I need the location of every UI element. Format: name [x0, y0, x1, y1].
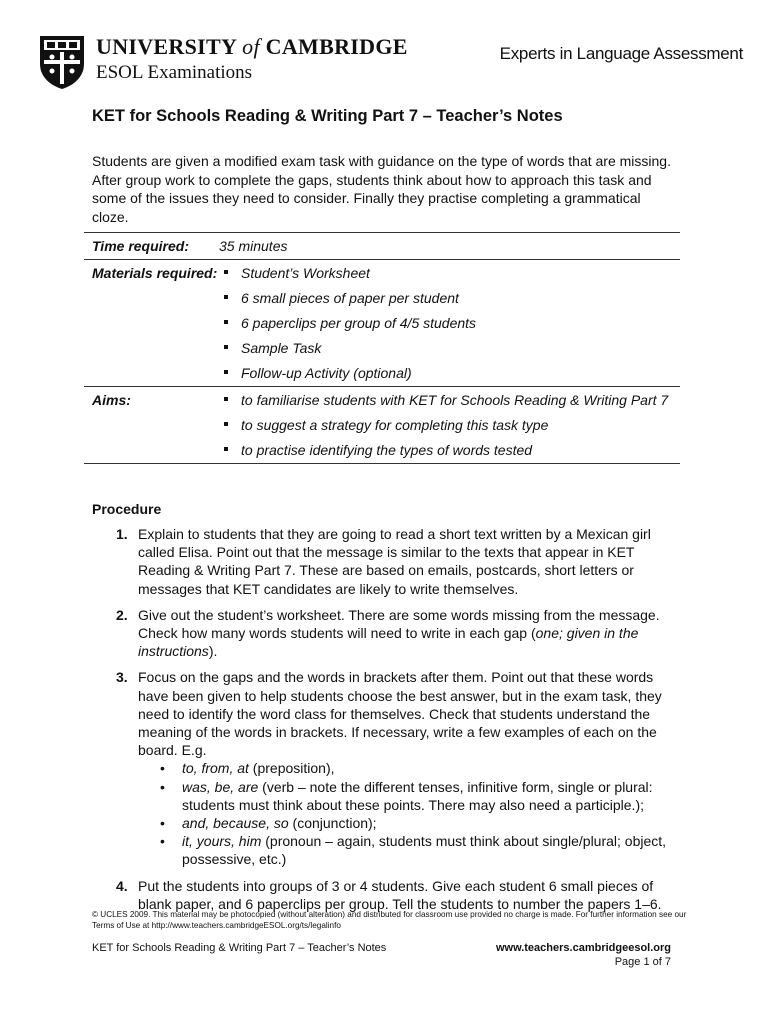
list-item: Sample Task [219, 339, 680, 357]
intro-paragraph: Students are given a modified exam task with guidance on the type of words that are missing. After group work to complete the gaps, students think about how to approach this task and some of the issues they need to consider. Finally they practise completing a grammatical cloze. [92, 153, 671, 225]
example-item: • it, yours, him (pronoun – again, students must think about single/plural; object, possessive, etc.) [138, 832, 682, 868]
info-table [84, 232, 680, 464]
materials-list [219, 264, 680, 382]
aims-row [84, 387, 680, 464]
procedure-step-2: 2. Give out the student’s worksheet. There are some words missing from the message. Check how many words students will need to write in each gap (one; given in the instructions). [116, 606, 660, 660]
list-item: Follow-up Activity (optional) [219, 364, 680, 382]
list-item: 6 paperclips per group of 4/5 students [219, 314, 680, 332]
list-item: Student’s Worksheet [219, 264, 680, 282]
materials-label: Materials required: [92, 265, 218, 281]
procedure-step-4: 4. Put the students into groups of 3 or 4 students. Give each student 6 small pieces of blank paper, and 6 paperclips per group. Tell the students to number the papers 1–6. [116, 877, 662, 912]
list-item: 6 small pieces of paper per student [219, 289, 680, 307]
list-item: to practise identifying the types of words tested [219, 441, 680, 459]
footer-document-name: KET for Schools Reading & Writing Part 7 – Teacher’s Notes [92, 942, 387, 954]
materials-row [84, 260, 680, 387]
example-item: • was, be, are (verb – note the different tenses, infinitive form, single or plural: students must think about these points. There may also need a participle.); [138, 778, 682, 814]
time-value: 35 minutes [219, 238, 288, 254]
aims-label: Aims: [92, 392, 131, 408]
procedure-list [92, 525, 682, 921]
aims-list [219, 391, 680, 459]
procedure-heading: Procedure [92, 501, 162, 517]
example-item: • to, from, at (preposition), [138, 759, 682, 777]
list-item: to familiarise students with KET for Schools Reading & Writing Part 7 [219, 391, 680, 409]
esol-subtitle: ESOL Examinations [96, 62, 253, 83]
page-header [38, 32, 743, 92]
footer-url[interactable]: www.teachers.cambridgeesol.org [495, 942, 671, 954]
time-row [84, 233, 680, 260]
university-name: UNIVERSITY of CAMBRIDGE [96, 34, 408, 59]
procedure-step-3: 3. Focus on the gaps and the words in brackets after them. Point out that these words have been given to help students choose the best answer, but in the exam task, they need to identify the word class for themselves. Check that students understand the meaning of the words in brackets. If necessary, write a few examples of each on the board. E.g. • to, from, at (preposition), • was, be, are (verb – note the different tenses, infinitive form, single or plural: students must think about these points. There may also need a participle.); • and, because, so (conjunction); • it, yours, him (pronoun – again, students must think about single/plural; object, possessive, etc.) [92, 668, 682, 868]
page-number: Page 1 of 7 [614, 955, 671, 968]
tagline: Experts in Language Assessment [499, 44, 743, 63]
example-item: • and, because, so (conjunction); [138, 814, 682, 832]
cambridge-crest-icon [38, 34, 86, 90]
document-title: KET for Schools Reading & Writing Part 7 – Teacher’s Notes [92, 107, 563, 125]
footer-right [496, 942, 671, 969]
time-label: Time required: [92, 238, 189, 254]
procedure-step-1: 1. Explain to students that they are going to read a short text written by a Mexican girl called Elisa. Point out that the message is similar to the texts that appear in KET Reading & Writing Part 7. These are based on emails, postcards, short letters or messages that KET candidates are likely to write themselves. [116, 526, 651, 597]
list-item: to suggest a strategy for completing this task type [219, 416, 680, 434]
copyright-notice: © UCLES 2009. This material may be photocopied (without alteration) and distributed for classroom use provided no charge is made. For further information see our Terms of Use at http://www.teachers.cambridgeESOL.org/ts/legalinfo [92, 910, 687, 930]
